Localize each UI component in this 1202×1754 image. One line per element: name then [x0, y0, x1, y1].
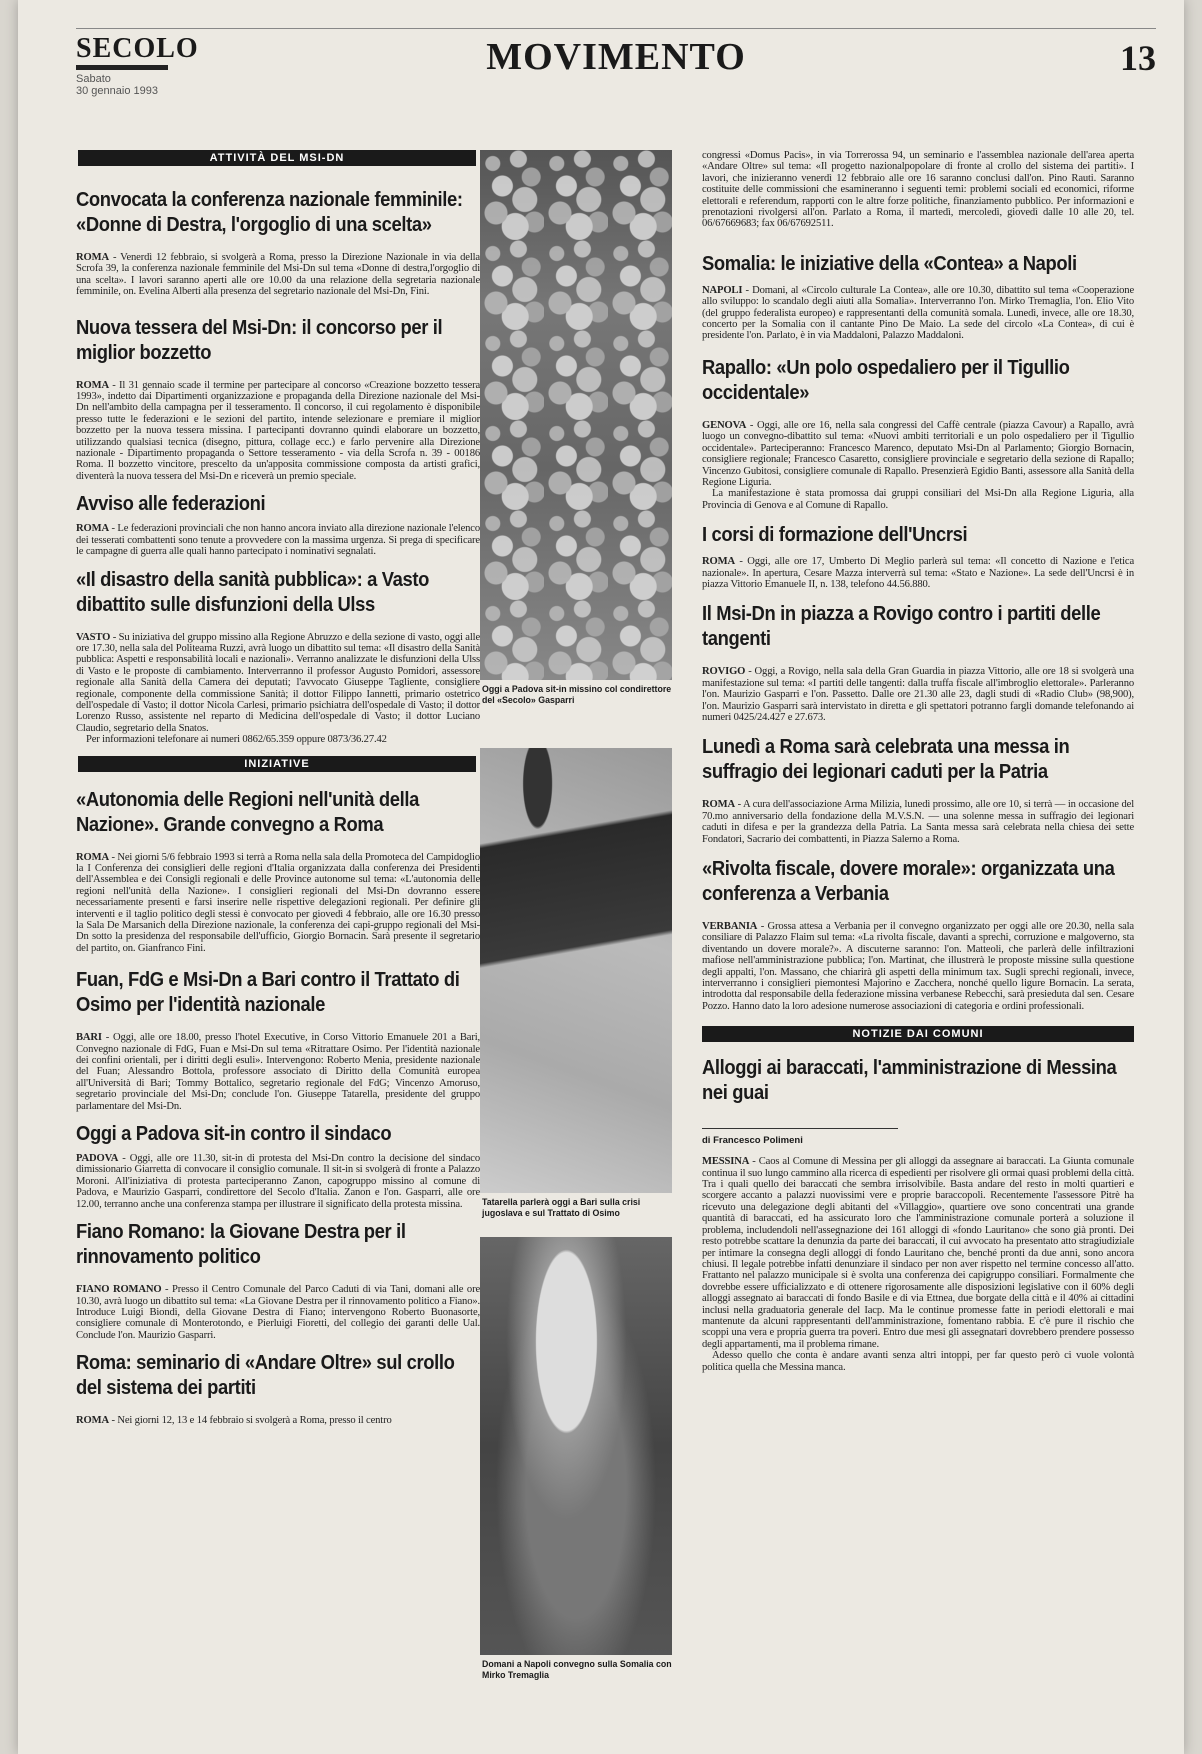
headline: Roma: seminario di «Andare Oltre» sul crollo del sistema dei partiti: [76, 1352, 455, 1400]
article-note: Per informazioni telefonare ai numeri 0862/65.359 oppure 0873/36.27.42: [86, 734, 387, 746]
headline: Fuan, FdG e Msi-Dn a Bari contro il Trattato di Osimo per l'identità nazionale: [76, 969, 460, 1017]
article-rovigo: [694, 602, 1134, 723]
article-somalia-napoli: [694, 252, 1134, 342]
headline: Fiano Romano: la Giovane Destra per il rinnovamento politico: [76, 1221, 406, 1269]
photo-column: [480, 150, 680, 1681]
dateline: PADOVA: [76, 1153, 119, 1165]
headline: «Il disastro della sanità pubblica»: a Vasto dibattito sulle disfunzioni della Ulss: [76, 568, 429, 616]
article-body: MESSINA - Caos al Comune di Messina per gli alloggi da assegnare ai baraccati. La Giunta comunale continua il suo lungo cammino alla ricerca di espedienti per risolvere gli ormai quasi problemi della città. Tra i quali quello dei baraccati che sembra irrisolvibile. Basta andare del resto in molti quartieri e scorgere accanto a palazzi nuovissimi vere e proprie baraccopoli. Recentemente l'assessore Pitrè ha ricevuto una delegazione degli abitanti del «Villaggio», quartiere ove sono concentrati una grande quantità di baraccati, ed ha assicurato loro che l'amministrazione comunale porterà a soluzione il problema, includendoli nell'assegnazione dei 161 alloggi di «fondo Lauritano» che sono già pronti. Dei resto potrebbe scattare la denunzia da parte dei baraccati, il cui avvocato ha presentato atto stragiudiziale per intimare la consegna degli alloggi di fondo Lauritano che, benché pronti da due anni, sono ancora chiusi. Il legale potrebbe infatti denunziare il sindaco per non aver rispetto nel termine concesso all'atto. Frattanto nel palazzo municipale si è svolta una conferenza dei capigruppo consiliari. Formalmente che dovrebbe essere ufficializzato e di ottenere rigorosamente alle disposizioni legislative con il 60% degli alloggi assegnato ai baraccati di fondo Basile e di via Ettnea, due borgate della città e il 40% ai cittadini inclusi nella graduatoria generale del Iacp. Ma le continue promesse fatte in periodi elettorali e mai mantenute da alcuni rappresentanti dell'amministrazione, fomentano rabbia. E c'è pure il rischio che scoppi una vera e propria guerra tra poveri. Entro due mesi gli assegnatari dovrebbero prendere possesso degli appartamenti, ma il problema rimane.: [702, 1156, 1134, 1350]
newspaper-logo: SECOLO: [76, 33, 199, 64]
article-body: ROVIGO - Oggi, a Rovigo, nella sala della Gran Guardia in piazza Vittorio, alle ore 18 si svolgerà una manifestazione sul tema: «I partiti delle tangenti: dalla truffa fiscale all'imbroglio elettorale». Parleranno l'on. Maurizio Gasparri e l'on. Passetto. Dalle ore 21.30 alle 23, dagli studi di «Radio Club» (98,900), l'on. Maurizio Gasparri sarà intervistato in diretta e gli spettatori potranno fargli domande telefonando ai numeri 0425/24.427 e 27.673.: [702, 666, 1134, 723]
headline: Convocata la conferenza nazionale femminile: «Donne di Destra, l'orgoglio di una scelta»: [76, 189, 463, 236]
article-body: ROMA - Il 31 gennaio scade il termine per partecipare al concorso «Creazione bozzetto tessera 1993», indetto dai Dipartimenti organizzazione e propaganda della Direzione nazionale del Msi-Dn nell'ambito della campagna per il tesseramento. Il concorso, il cui regolamento è disponibile presso tutte le federazioni e le sezioni del partito, intende selezionare e premiare il miglior bozzetto per la nuova tessera missina. I partecipanti dovranno quindi elaborare un bozzetto, utilizzando qualsiasi tecnica (disegno, pittura, collage ecc.) e farlo pervenire alla Direzione nazionale - Dipartimento propaganda o Settore tesseramento - via della Scrofa n. 39 - 00186 Roma. Il bozzetto vincitore, prescelto da un'apposita commissione composta da artisti grafici, diventerà la nuova tessera del Msi-Dn e riceverà un premio speciale.: [76, 379, 480, 482]
dateline: ROVIGO: [702, 666, 746, 678]
masthead: [76, 28, 1156, 98]
refugee-photo: [480, 1237, 672, 1655]
headline: Nuova tessera del Msi-Dn: il concorso per il miglior bozzetto: [76, 316, 443, 364]
article-body: NAPOLI - Domani, al «Circolo culturale La Contea», alle ore 10.30, dibattito sul tema «Cooperazione allo sviluppo: lo scandalo degli aiuti alla Somalia». Interverranno l'on. Mirko Tremaglia, l'on. Elio Vito (del gruppo federalista europeo) e rappresentanti della comunità somala. Lunedì, invece, alle ore 18.30, concerto per la Somalia con il cantante Pino De Maio. La sede del circolo «La Contea», di cui è presidente l'on. Parlato, è in via Maddaloni, Palazzo Maddaloni.: [702, 284, 1134, 342]
article-andare-oltre: [68, 1351, 480, 1426]
article-body: ROMA - Le federazioni provinciali che non hanno ancora inviato alla direzione nazionale l'elenco dei tesserati combattenti sono tenute a provvedere con la massima urgenza. Si prega di specificare le campagne di guerra alle quali hanno partecipato i nominativi segnalati.: [76, 523, 480, 558]
soldier-photo: [480, 748, 672, 1193]
section-band-iniziative: INIZIATIVE: [78, 756, 476, 772]
article-body: ROMA - Nei giorni 5/6 febbraio 1993 si terrà a Roma nella sala della Promoteca del Campidoglio la I Conferenza dei consiglieri delle regioni d'Italia organizzata dalla conferenza dei Presidenti dell'Assemblea e dei Consigli regionali e delle Province autonome sul tema: «L'autonomia delle regioni nell'unità della Nazione». I consiglieri regionali del Msi-Dn dovranno essere necessariamente presenti e farsi inserire nelle rispettive delegazioni regionali. Per definire gli interventi e il taglio politico degli stessi è convocato per giovedì 4 febbraio, alle ore 16.30 presso la Sala De Marsanich della Direzione nazionale, la conferenza dei capi-gruppo regionali del Msi-Dn sotto la presidenza del responsabile dell'ufficio, Giorgio Bornacin. Sarà presente il segretario del partito, on. Gianfranco Fini.: [76, 851, 480, 954]
article-note: La manifestazione è stata promossa dai gruppi consiliari del Msi-Dn alla Regione Liguria, alla Provincia di Genova e al Comune di Rapallo.: [702, 488, 1134, 511]
left-column: [68, 150, 480, 1437]
dateline: ROMA: [702, 556, 735, 568]
headline: Il Msi-Dn in piazza a Rovigo contro i partiti delle tangenti: [702, 603, 1101, 651]
dateline: ROMA: [76, 851, 109, 863]
article-nuova-tessera: [68, 316, 480, 483]
photo-caption: Domani a Napoli convegno sulla Somalia con Mirko Tremaglia: [482, 1659, 672, 1680]
article-rivolta-fiscale: [694, 857, 1134, 1012]
byline-rule: [702, 1128, 898, 1129]
dateline: ROMA: [702, 799, 735, 811]
headline: Somalia: le iniziative della «Contea» a Napoli: [702, 252, 1077, 275]
photo-caption: Tatarella parlerà oggi a Bari sulla crisi jugoslava e sul Trattato di Osimo: [482, 1197, 641, 1218]
headline: «Rivolta fiscale, dovere morale»: organizzata una conferenza a Verbania: [702, 858, 1115, 905]
dateline: ROMA: [76, 252, 109, 263]
section-title: MOVIMENTO: [486, 36, 746, 78]
dateline: ROMA: [76, 523, 109, 535]
article-messina-baraccati: [694, 1056, 1134, 1373]
dateline: FIANO ROMANO: [76, 1284, 162, 1296]
article-vasto-sanita: [68, 568, 480, 746]
article-body: PADOVA - Oggi, alle ore 11.30, sit-in di protesta del Msi-Dn contro la decisione del sindaco dimissionario Giarretta di convocare il consiglio comunale. Il sit-in si svolgerà di fronte a Palazzo Moroni. All'iniziativa di protesta parteciperanno Zanon, capogruppo missino al comune di Padova, e Maurizio Gasparri, condirettore del Secolo d'Italia. Zanon e l'on. Gasparri, alle ore 12.00, terranno anche una conferenza stampa per illustrare il significato della protesta missina.: [76, 1153, 480, 1210]
crowd-photo: [480, 150, 672, 680]
article-corsi-uncrsi: [694, 523, 1134, 590]
article-conferenza-femminile: [68, 188, 480, 298]
headline: Oggi a Padova sit-in contro il sindaco: [76, 1123, 392, 1146]
article-messa-legionari: [694, 735, 1134, 845]
dateline: NAPOLI: [702, 284, 743, 296]
byline: di Francesco Polimeni: [702, 1135, 803, 1147]
article-body: VERBANIA - Grossa attesa a Verbania per il convegno organizzato per oggi alle ore 20.30, nella sala consiliare di Palazzo Flaim sul tema: «La rivolta fiscale, davanti a sprechi, corruzione e malgoverno, sta diventando un dovere morale?». A discuterne saranno: l'on. Matteoli, che parlerà delle infiltrazioni mafiose nell'amministrazione pubblica; l'on. Martinat, che illustrerà le proposte missine sulla questione degli appalti, l'on. Massano, che chiarirà gli aspetti della minimum tax. Sugli sprechi regionali, invece, interverranno i consiglieri piemontesi Majorino e Zacchera, nonché quello ligure Bornacin. La serata, introdotta dal responsabile della federazione missina verbanese Rebecchi, sarà presieduta dal sen. Cesare Pozzo. Hanno dato la loro adesione numerose associazioni di categoria e ordini professionali.: [702, 921, 1134, 1012]
dateline: BARI: [76, 1032, 102, 1044]
section-band-attivita: ATTIVITÀ DEL MSI-DN: [78, 150, 476, 166]
dateline: MESSINA: [702, 1156, 750, 1168]
headline: Alloggi ai baraccati, l'amministrazione di Messina nei guai: [702, 1057, 1117, 1105]
headline: Avviso alle federazioni: [76, 493, 266, 516]
headline: Rapallo: «Un polo ospedaliero per il Tigullio occidentale»: [702, 356, 1070, 404]
dateline: GENOVA: [702, 419, 747, 431]
headline: Lunedì a Roma sarà celebrata una messa in suffragio dei legionari caduti per la Patria: [702, 736, 1070, 784]
article-autonomia-regioni: [68, 788, 480, 955]
article-body: ROMA - Oggi, alle ore 17, Umberto Di Meglio parlerà sul tema: «Il concetto di Nazione e l'etica nazionale». In apertura, Cesare Mazza interverrà sul tema: «Stato e Nazione». La sede dell'Uncrsi è in piazza Vittorio Emanuele II, n. 138, telefono 44.56.880.: [702, 556, 1134, 590]
article-body: GENOVA - Oggi, alle ore 16, nella sala congressi del Caffè centrale (piazza Cavour) a Rapallo, avrà luogo un convegno-dibattito sul tema: «Nuovi ambiti territoriali e un polo ospedaliero per il Tigullio occidentale». Parteciperanno: Francesco Marenco, deputato Msi-Dn al Parlamento; Giorgio Bornacin, consigliere regionale; Francesco Casaretto, consigliere provinciale e segretario della sezione di Rapallo; Vincenzo Gubitosi, consigliere comunale di Rapallo. Presenzierà Egidio Banti, assessore alla Sanità della Regione Liguria.: [702, 419, 1134, 488]
issue-day: Sabato: [76, 73, 111, 85]
article-body: FIANO ROMANO - Presso il Centro Comunale del Parco Caduti di via Tani, domani alle ore 10.30, avrà luogo un dibattito sul tema: «La Giovane Destra per il rinnovamento politico a Fiano». Introduce Luigi Biondi, della Giovane Destra di Fiano; intervengono Roberto Buonasorte, consigliere comunale di Monterotondo, e Pierluigi Fioretti, del collegio dei garanti delle Ual. Conclude l'on. Maurizio Gasparri.: [76, 1284, 480, 1341]
article-body: ROMA - Nei giorni 12, 13 e 14 febbraio si svolgerà a Roma, presso il centro: [76, 1415, 392, 1427]
article-body: ROMA - A cura dell'associazione Arma Milizia, lunedì prossimo, alle ore 10, si terrà — in occasione del 70.mo anniversario della fondazione della M.V.S.N. — una solenne messa in suffragio dei legionari caduti in difesa e per la grandezza della Patria. La Santa messa sarà celebrata nella chiesa dei sette Fondatori, Sacrario dei combattenti, in Piazza Salerno a Roma.: [702, 799, 1134, 845]
article-andare-oltre-cont: [694, 150, 1134, 230]
photo-caption: Oggi a Padova sit-in missino col condirettore del «Secolo» Gasparri: [482, 684, 672, 705]
headline: I corsi di formazione dell'Uncrsi: [702, 524, 968, 547]
section-band-comuni: NOTIZIE DAI COMUNI: [702, 1026, 1134, 1042]
article-avviso-federazioni: [68, 492, 480, 557]
article-bari-osimo: [68, 968, 480, 1112]
headline: «Autonomia delle Regioni nell'unità della Nazione». Grande convegno a Roma: [76, 788, 420, 836]
article-note: Adesso quello che conta è andare avanti senza altri intoppi, per far questo però ci vuole volontà politica quella che Messina manca.: [702, 1350, 1134, 1373]
dateline: ROMA: [76, 1415, 109, 1427]
dateline: VASTO: [76, 631, 111, 643]
dateline: VERBANIA: [702, 921, 758, 932]
article-padova-sitin: [68, 1122, 480, 1210]
article-body: congressi «Domus Pacis», in via Torrerossa 94, un seminario e l'assemblea nazionale dell'area aperta «Andare Oltre» sul tema: «Il progetto nazionalpopolare di fronte al crollo del sistema dei partiti». I lavori, che inizieranno venerdì 12 febbraio alle ore 16 saranno conclusi dall'on. Pino Rauti. Saranno costituite delle commissioni che esamineranno i seguenti temi: problemi sociali ed economici, riforme elettorali e referendum, rapporti con le altre forze politiche, finanziamento pubblico. Per informazioni e prenotazioni rivolgersi all'on. Parlato a Roma, il martedì, mercoledì, giovedì dalle 10 alle 20, tel. 06/67669683; fax 06/67692511.: [702, 150, 1134, 230]
dateline: ROMA: [76, 379, 109, 391]
article-body: ROMA - Venerdì 12 febbraio, si svolgerà a Roma, presso la Direzione Nazionale in via della Scrofa 39, la conferenza nazionale femminile del Msi-Dn sul tema «Donne di destra,l'orgoglio di una scelta». I lavori saranno aperti alle ore 10.00 da una relazione della segretaria nazionale femminile, on. Evelina Alberti alla presenza del segretario nazionale del Msi-Dn, Fini.: [76, 252, 480, 298]
article-body: BARI - Oggi, alle ore 18.00, presso l'hotel Executive, in Corso Vittorio Emanuele 201 a Bari, Convegno nazionale di FdG, Fuan e Msi-Dn sul tema «Ritrattare Osimo. Per l'identità nazionale dei confini orientali, per i diritti degli esuli». Intervengono: Roberto Menia, presidente nazionale del Fuan; Alessandro Bottola, professore associato di Diritto della Comunità europea all'Università di Bari; Tommy Bottalico, segretario regionale del FdG; Vincenzo Amoruso, segretario provinciale del Msi-Dn; conclude l'on. Giuseppe Tatarella, presidente del gruppo parlamentare del Msi-Dn.: [76, 1032, 480, 1112]
article-fiano-romano: [68, 1220, 480, 1341]
right-column: [694, 150, 1134, 1383]
newspaper-page: [18, 0, 1184, 1754]
issue-date: 30 gennaio 1993: [76, 85, 158, 97]
article-body: VASTO - Su iniziativa del gruppo missino alla Regione Abruzzo e della sezione di vasto, oggi alle ore 17.30, nella sala del Politeama Ruzzi, avrà luogo un dibattito sul tema: «Il disastro della Sanità pubblica: Aspetti e responsabilità locali e nazionali». Verranno analizzate le disfunzioni della Ulss di Vasto e le proposte di cambiamento. Interverranno il professor Augusto Pomidori, assessore regionale alla Sanità della Camera dei deputati; l'avvocato Giuseppe Tagliente, consigliere regionale, componente della commissione Sanità; il dottor Filippo Iannetti, primario ostetrico dell'ospedale di Vasto; il dottor Nicola Carlesi, primario psichiatra dell'ospedale di Vasto; il dottor Lorenzo Russo, assistente nel reparto di Medicina dell'ospedale di Vasto; il dottor Luciano Claudio, segretario della Snatos.: [76, 631, 480, 734]
article-rapallo: [694, 356, 1134, 511]
page-number: 13: [1120, 38, 1156, 78]
